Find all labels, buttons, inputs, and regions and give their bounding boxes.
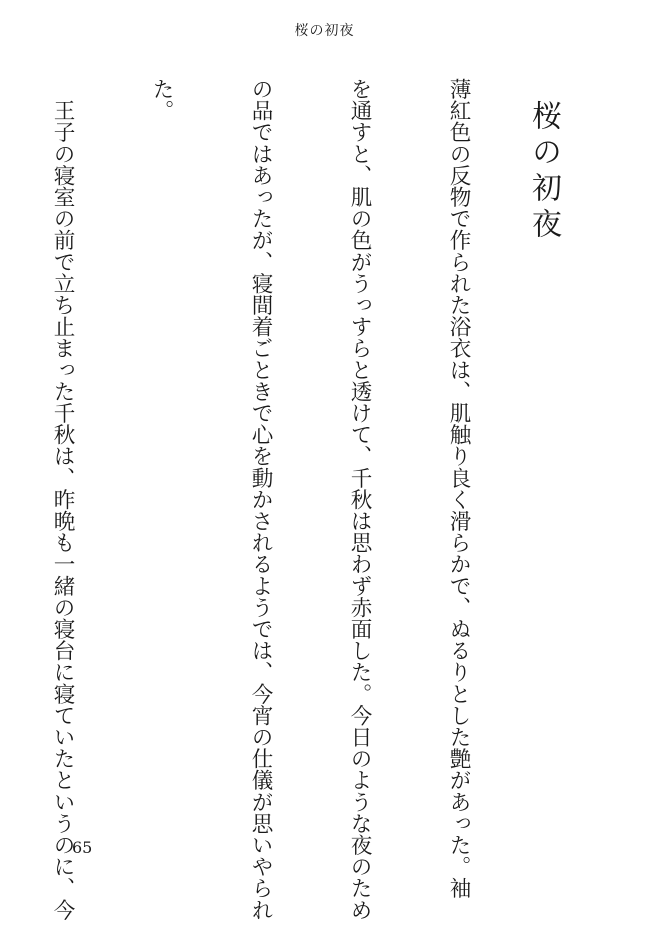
body-line: た。 <box>149 78 174 122</box>
body-line: を通すと、肌の色がうっすらと透けて、千秋は思わず赤面した。今日のような夜のため <box>347 78 372 921</box>
running-head: 桜の初夜 <box>294 23 355 39</box>
page-number: 65 <box>72 838 93 857</box>
body-line: 王子の寝室の前で立ち止まった千秋は、昨晩も一緒の寝台に寝ていたというのに、今 <box>50 78 75 921</box>
body-line: の品ではあったが、寝間着ごときで心を動かされるようでは、今宵の仕儀が思いやられ <box>248 78 273 921</box>
body-line: 薄紅色の反物で作られた浴衣は、肌触り良く滑らかで、ぬるりとした艶があった。袖 <box>446 78 471 899</box>
chapter-title: 桜の初夜 <box>526 100 561 244</box>
